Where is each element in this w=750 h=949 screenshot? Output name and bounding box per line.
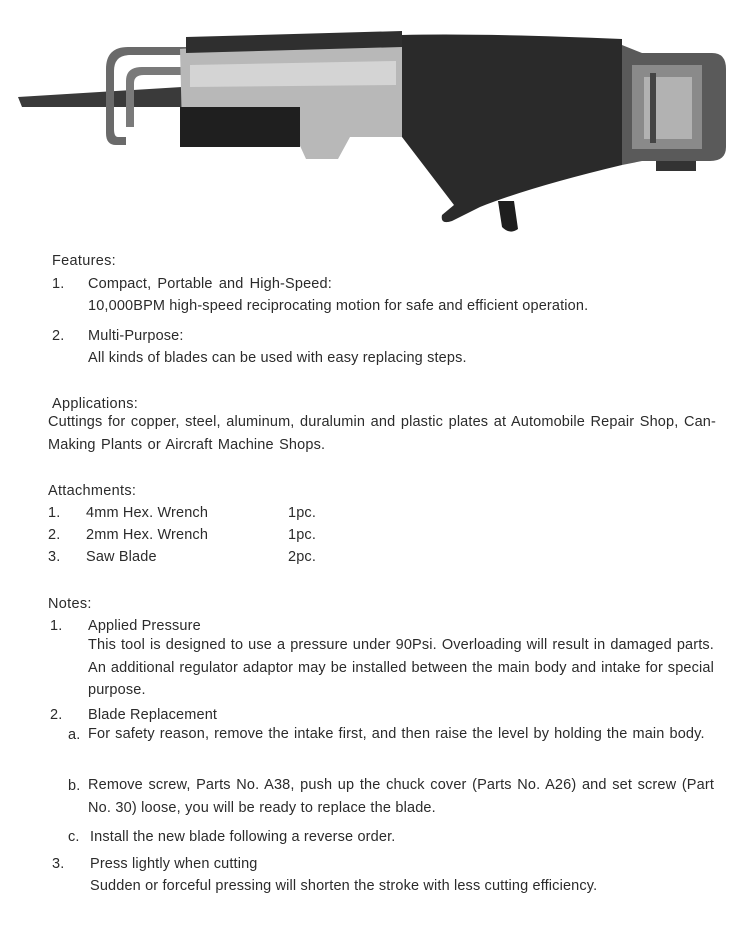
feature-number: 1. — [52, 276, 65, 292]
step-letter: c. — [68, 829, 80, 845]
feature-text: 10,000BPM high-speed reciprocating motion for safe and efficient operation. — [88, 298, 589, 314]
step-text: Install the new blade following a reverse order. — [90, 829, 396, 845]
step-text: Remove screw, Parts No. A38, push up the chuck cover (Parts No. A26) and set screw (Part No. 30) loose, you will be ready to replace the blade. — [88, 777, 714, 816]
feature-title: Multi-Purpose: — [88, 328, 184, 344]
attachment-qty: 1pc. — [288, 505, 317, 521]
note-text: Sudden or forceful pressing will shorten the stroke with less cutting efficiency. — [90, 878, 598, 894]
note-text: This tool is designed to use a pressure under 90Psi. Overloading will result in damaged parts. An additional regulator adaptor may be installed between the main body and intake for special purpose. — [88, 637, 714, 698]
attachment-name: 4mm Hex. Wrench — [86, 505, 209, 521]
feature-text: All kinds of blades can be used with easy replacing steps. — [88, 350, 467, 366]
attachment-number: 1. — [48, 505, 61, 521]
attachment-number: 2. — [48, 527, 61, 543]
step-letter: a. — [68, 727, 81, 743]
note-number: 1. — [50, 618, 63, 634]
features-heading: Features: — [52, 253, 116, 269]
feature-title: Compact, Portable and High-Speed: — [88, 276, 332, 292]
attachment-name: 2mm Hex. Wrench — [86, 527, 209, 543]
step-text: For safety reason, remove the intake first, and then raise the level by holding the main body. — [88, 726, 705, 742]
feature-number: 2. — [52, 328, 65, 344]
attachment-number: 3. — [48, 549, 61, 565]
applications-text: Cuttings for copper, steel, aluminum, duralumin and plastic plates at Automobile Repair Shop, Can-Making Plants or Aircraft Machine Shops. — [48, 414, 716, 453]
attachment-qty: 1pc. — [288, 527, 317, 543]
note-number: 2. — [50, 707, 63, 723]
notes-heading: Notes: — [48, 596, 92, 612]
note-number: 3. — [52, 856, 65, 872]
applications-heading: Applications: — [52, 396, 139, 412]
note-title: Applied Pressure — [88, 618, 201, 634]
attachment-name: Saw Blade — [86, 549, 157, 565]
note-title: Press lightly when cutting — [90, 856, 258, 872]
note-title: Blade Replacement — [88, 707, 218, 723]
air-saw-illustration — [10, 25, 750, 240]
attachments-heading: Attachments: — [48, 483, 137, 499]
step-letter: b. — [68, 778, 81, 794]
attachment-qty: 2pc. — [288, 549, 317, 565]
